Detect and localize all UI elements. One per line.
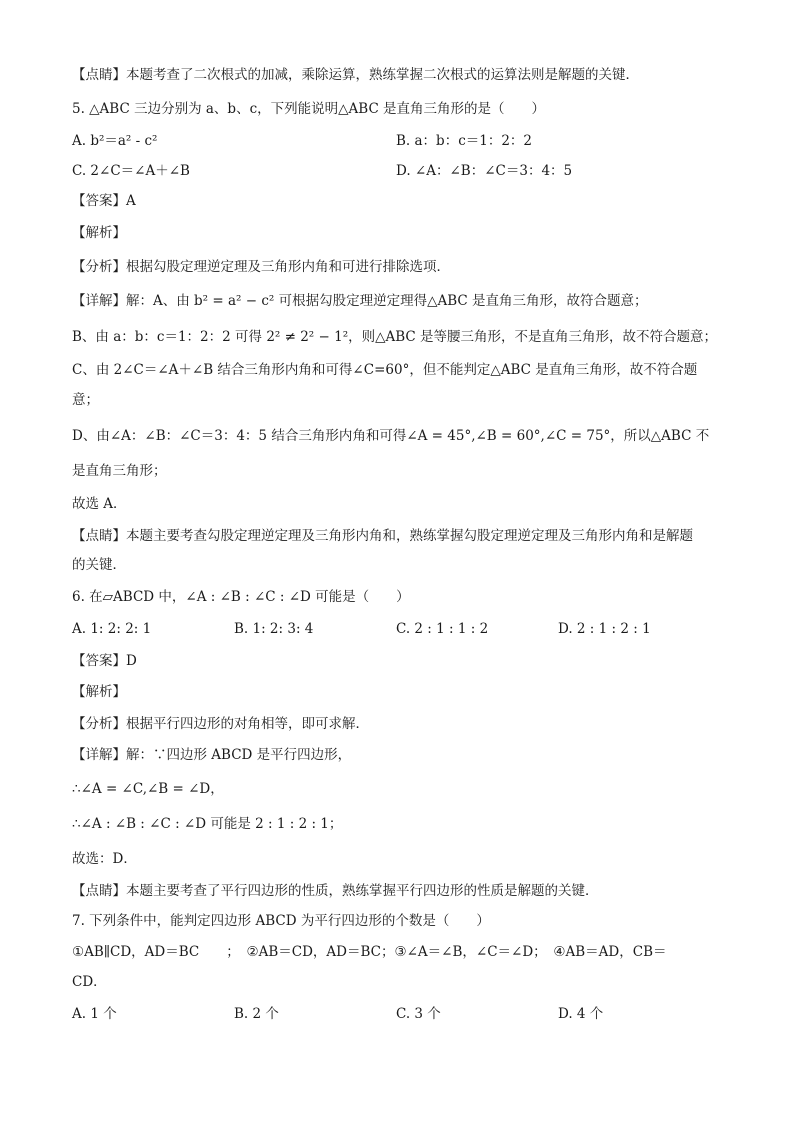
q5-detail-b: B、由 a：b：c＝1：2：2 可得 2² ≠ 2² − 1²，则△ABC 是等腰三角形，不是直角三角形，故不符合题意； bbox=[72, 329, 718, 345]
q6-option-d: D. 2 : 1 : 2 : 1 bbox=[558, 621, 651, 637]
q5-option-a: A. b²＝a² - c² bbox=[72, 133, 158, 149]
q5-option-d: D. ∠A：∠B：∠C＝3：4：5 bbox=[396, 163, 573, 179]
q5-comment-cont: 的关键． bbox=[72, 557, 126, 573]
q5-detail-c: C、由 2∠C＝∠A＋∠B 结合三角形内角和可得∠C=60°，但不能判定△ABC 是直角三角形，故不符合题 bbox=[72, 362, 698, 378]
q5-answer: 【答案】A bbox=[72, 193, 136, 209]
q7-option-c: C. 3 个 bbox=[396, 1006, 441, 1022]
q6-option-b: B. 1: 2: 3: 4 bbox=[234, 621, 314, 637]
q6-analysis-heading: 【解析】 bbox=[72, 684, 126, 700]
q6-detail-step1: ∴∠A = ∠C,∠B = ∠D， bbox=[72, 781, 224, 797]
q5-option-b: B. a：b：c＝1：2：2 bbox=[396, 133, 533, 149]
q7-conditions-cont: CD． bbox=[72, 974, 107, 990]
q6-comment: 【点睛】本题主要考查了平行四边形的性质，熟练掌握平行四边形的性质是解题的关键． bbox=[72, 883, 599, 899]
q6-detail: 【详解】解：∵四边形 ABCD 是平行四边形， bbox=[72, 747, 352, 763]
q6-analysis: 【分析】根据平行四边形的对角相等，即可求解． bbox=[72, 716, 369, 732]
q7-option-a: A. 1 个 bbox=[72, 1006, 117, 1022]
q6-option-c: C. 2 : 1 : 1 : 2 bbox=[396, 621, 489, 637]
q5-option-c: C. 2∠C＝∠A＋∠B bbox=[72, 163, 190, 179]
q6-conclusion: 故选：D． bbox=[72, 851, 137, 867]
q7-conditions: ①AB∥CD，AD＝BC ； ②AB＝CD，AD＝BC；③∠A＝∠B，∠C＝∠D； ④AB＝AD，CB＝ bbox=[72, 944, 667, 960]
q6-option-a: A. 1: 2: 2: 1 bbox=[72, 621, 152, 637]
q7-option-b: B. 2 个 bbox=[234, 1006, 279, 1022]
q5-detail-c-cont: 意； bbox=[72, 392, 99, 408]
q5-detail-a: 【详解】解：A、由 b² = a² − c² 可根据勾股定理逆定理得△ABC 是直角三角形，故符合题意； bbox=[72, 293, 648, 309]
q5-analysis: 【分析】根据勾股定理逆定理及三角形内角和可进行排除选项． bbox=[72, 259, 450, 275]
q5-question: 5. △ABC 三边分别为 a、b、c，下列能说明△ABC 是直角三角形的是（ ） bbox=[72, 101, 546, 117]
q7-option-d: D. 4 个 bbox=[558, 1006, 604, 1022]
q7-question: 7. 下列条件中，能判定四边形 ABCD 为平行四边形的个数是（ ） bbox=[72, 913, 490, 929]
q6-detail-step2: ∴∠A : ∠B : ∠C : ∠D 可能是 2 : 1 : 2 : 1； bbox=[72, 816, 343, 832]
q5-analysis-heading: 【解析】 bbox=[72, 225, 126, 241]
q5-comment: 【点睛】本题主要考查勾股定理逆定理及三角形内角和，熟练掌握勾股定理逆定理及三角形内角和是解题 bbox=[72, 528, 693, 544]
q5-conclusion: 故选 A． bbox=[72, 496, 127, 512]
q5-detail-d-cont: 是直角三角形； bbox=[72, 463, 167, 479]
q6-question: 6. 在▱ABCD 中，∠A : ∠B : ∠C : ∠D 可能是（ ） bbox=[72, 589, 410, 605]
q6-answer: 【答案】D bbox=[72, 653, 137, 669]
q4-comment-line: 【点睛】本题考查了二次根式的加减，乘除运算，熟练掌握二次根式的运算法则是解题的关键． bbox=[72, 67, 639, 83]
q5-detail-d: D、由∠A：∠B：∠C＝3：4：5 结合三角形内角和可得∠A = 45°,∠B = 60°,∠C = 75°，所以△ABC 不 bbox=[72, 428, 710, 444]
